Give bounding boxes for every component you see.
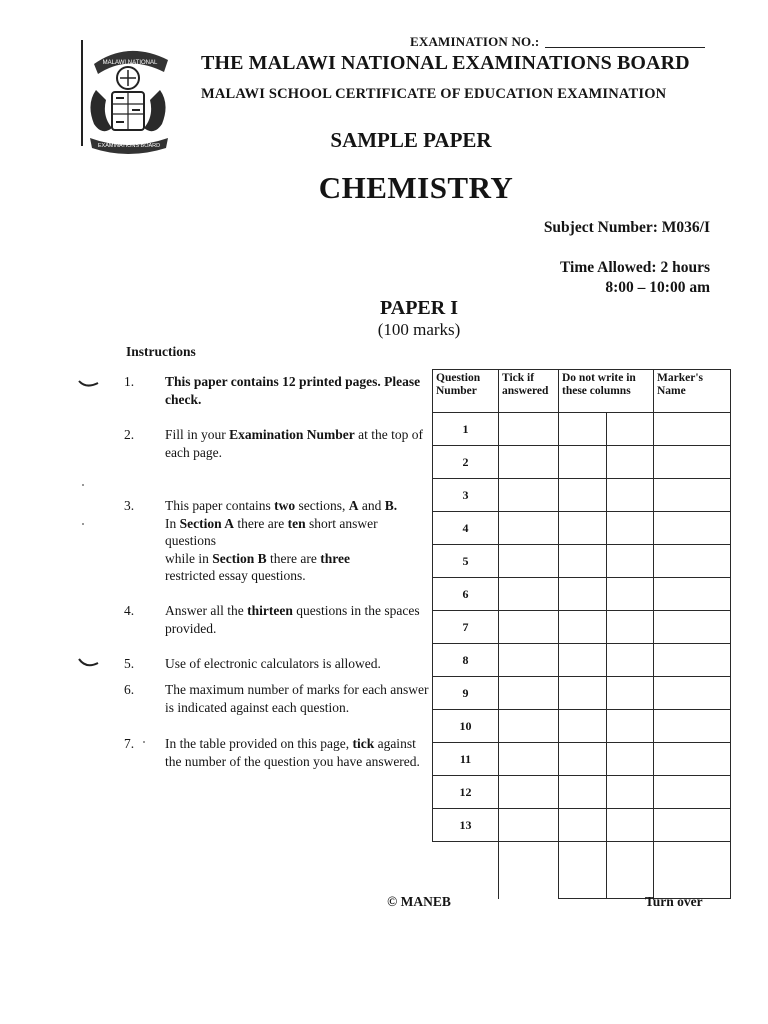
instruction-item-1 [124,373,429,409]
table-blank-row [433,842,731,899]
handwritten-tick-icon [78,652,100,672]
examination-number-line[interactable] [545,47,705,48]
question-number-cell: 5 [433,545,499,578]
marker-name-cell [654,512,731,545]
instruction-number: 2. [124,427,135,442]
marker-cell [559,611,607,644]
instruction-text: Fill in your Examination Number at the top of each page. [165,427,424,460]
marker-name-cell [654,479,731,512]
marker-cell [559,545,607,578]
question-number-cell: 4 [433,512,499,545]
marker-cell [607,644,654,677]
table-row [433,710,731,743]
marker-name-cell [654,611,731,644]
marker-name-cell [654,578,731,611]
question-number-cell: 12 [433,776,499,809]
tick-cell[interactable] [499,677,559,710]
marker-cell [607,743,654,776]
marker-cell [559,776,607,809]
table-row [433,545,731,578]
marker-cell [559,446,607,479]
tick-cell[interactable] [499,446,559,479]
instruction-number: 7. [124,736,135,751]
speck-mark [82,484,84,486]
table-row [433,479,731,512]
marker-name-cell [654,446,731,479]
marker-cell [607,776,654,809]
instruction-item-2 [124,426,429,482]
instruction-text: Use of electronic calculators is allowed. [165,656,381,671]
handwritten-tick-icon [78,372,100,392]
copyright-footer: © MANEB [387,894,451,909]
marker-cell [607,809,654,842]
question-number-cell: 10 [433,710,499,743]
tick-cell[interactable] [499,743,559,776]
instruction-item-7 [124,735,429,789]
marker-cell [559,413,607,446]
instruction-number: 4. [124,603,135,618]
table-row [433,578,731,611]
question-number-cell: 9 [433,677,499,710]
marker-name-cell [654,413,731,446]
instruction-text: This paper contains 12 printed pages. Please check. [165,374,421,407]
tick-cell[interactable] [499,413,559,446]
marker-cell [607,710,654,743]
instruction-number: 1. [124,374,135,389]
table-row [433,512,731,545]
sample-paper-label: SAMPLE PAPER [330,128,492,152]
marker-name-cell [654,809,731,842]
question-number-cell: 8 [433,644,499,677]
speck-mark [82,523,84,525]
instruction-text: In the table provided on this page, tick against the number of the question you have answered. [165,736,420,769]
header-markers-name: Marker's Name [654,370,731,413]
table-row [433,809,731,842]
svg-text:MALAWI NATIONAL: MALAWI NATIONAL [102,60,158,66]
marker-cell [607,611,654,644]
instruction-item-4 [124,602,429,638]
table-row [433,413,731,446]
question-tick-table [432,369,731,899]
time-allowed: Time Allowed: 2 hours [560,259,710,276]
marker-cell [559,743,607,776]
speck-mark [143,741,145,743]
tick-cell[interactable] [499,545,559,578]
subject-title: CHEMISTRY [318,170,514,205]
examination-number-label: EXAMINATION NO.: [410,34,540,49]
table-row [433,776,731,809]
marker-cell [559,710,607,743]
examination-number-field[interactable] [410,34,705,50]
instruction-item-6 [124,681,429,717]
marker-cell [607,446,654,479]
turn-over-label: Turn over [645,894,703,909]
question-number-cell: 13 [433,809,499,842]
question-number-cell: 11 [433,743,499,776]
marker-cell [607,479,654,512]
instruction-number: 3. [124,498,135,513]
certificate-title: MALAWI SCHOOL CERTIFICATE OF EDUCATION EXAMINATION [201,86,667,102]
tick-cell[interactable] [499,644,559,677]
marker-cell [559,644,607,677]
tick-cell[interactable] [499,578,559,611]
instruction-item-3 [124,497,429,587]
board-name: THE MALAWI NATIONAL EXAMINATIONS BOARD [201,52,690,74]
marker-cell [559,479,607,512]
question-number-cell: 6 [433,578,499,611]
tick-cell[interactable] [499,710,559,743]
marker-cell [607,512,654,545]
paper-number: PAPER I [380,297,458,319]
instruction-item-5 [124,655,429,673]
question-number-cell: 1 [433,413,499,446]
table-row [433,611,731,644]
marker-name-cell [654,710,731,743]
table-row [433,743,731,776]
marker-name-cell [654,776,731,809]
table-row [433,677,731,710]
time-range: 8:00 – 10:00 am [605,279,710,296]
marker-cell [607,578,654,611]
question-number-cell: 7 [433,611,499,644]
marker-cell [559,677,607,710]
instruction-number: 6. [124,682,135,697]
tick-cell[interactable] [499,776,559,809]
svg-text:EXAMINATIONS BOARD: EXAMINATIONS BOARD [97,143,161,149]
table-row [433,644,731,677]
marker-name-cell [654,644,731,677]
tick-cell[interactable] [499,479,559,512]
header-tick-if-answered: Tick if answered [499,370,559,413]
marker-cell [607,677,654,710]
marker-cell [607,413,654,446]
question-number-cell: 2 [433,446,499,479]
instruction-text: Answer all the thirteen questions in the spaces provided. [165,603,420,636]
marker-cell [559,512,607,545]
instructions-heading: Instructions [126,344,196,359]
header-question-number: Question Number [433,370,499,413]
total-marks: (100 marks) [377,320,461,339]
instruction-number: 5. [124,656,135,671]
marker-cell [559,578,607,611]
marker-name-cell [654,743,731,776]
table-row [433,446,731,479]
time-block [560,258,710,298]
tick-cell[interactable] [499,809,559,842]
tick-cell[interactable] [499,512,559,545]
tick-cell[interactable] [499,611,559,644]
question-number-cell: 3 [433,479,499,512]
marker-name-cell [654,545,731,578]
marker-cell [607,545,654,578]
subject-number: Subject Number: M036/I [543,219,710,236]
header-do-not-write: Do not write in these columns [559,370,654,413]
marker-cell [559,809,607,842]
instruction-text: This paper contains two sections, A and B. In Section A there are ten short answer questions while in Section B there are three restricted essay questions. [165,498,398,583]
marker-name-cell [654,677,731,710]
instruction-text: The maximum number of marks for each answer is indicated against each question. [165,682,429,715]
table-header-row [433,370,731,413]
